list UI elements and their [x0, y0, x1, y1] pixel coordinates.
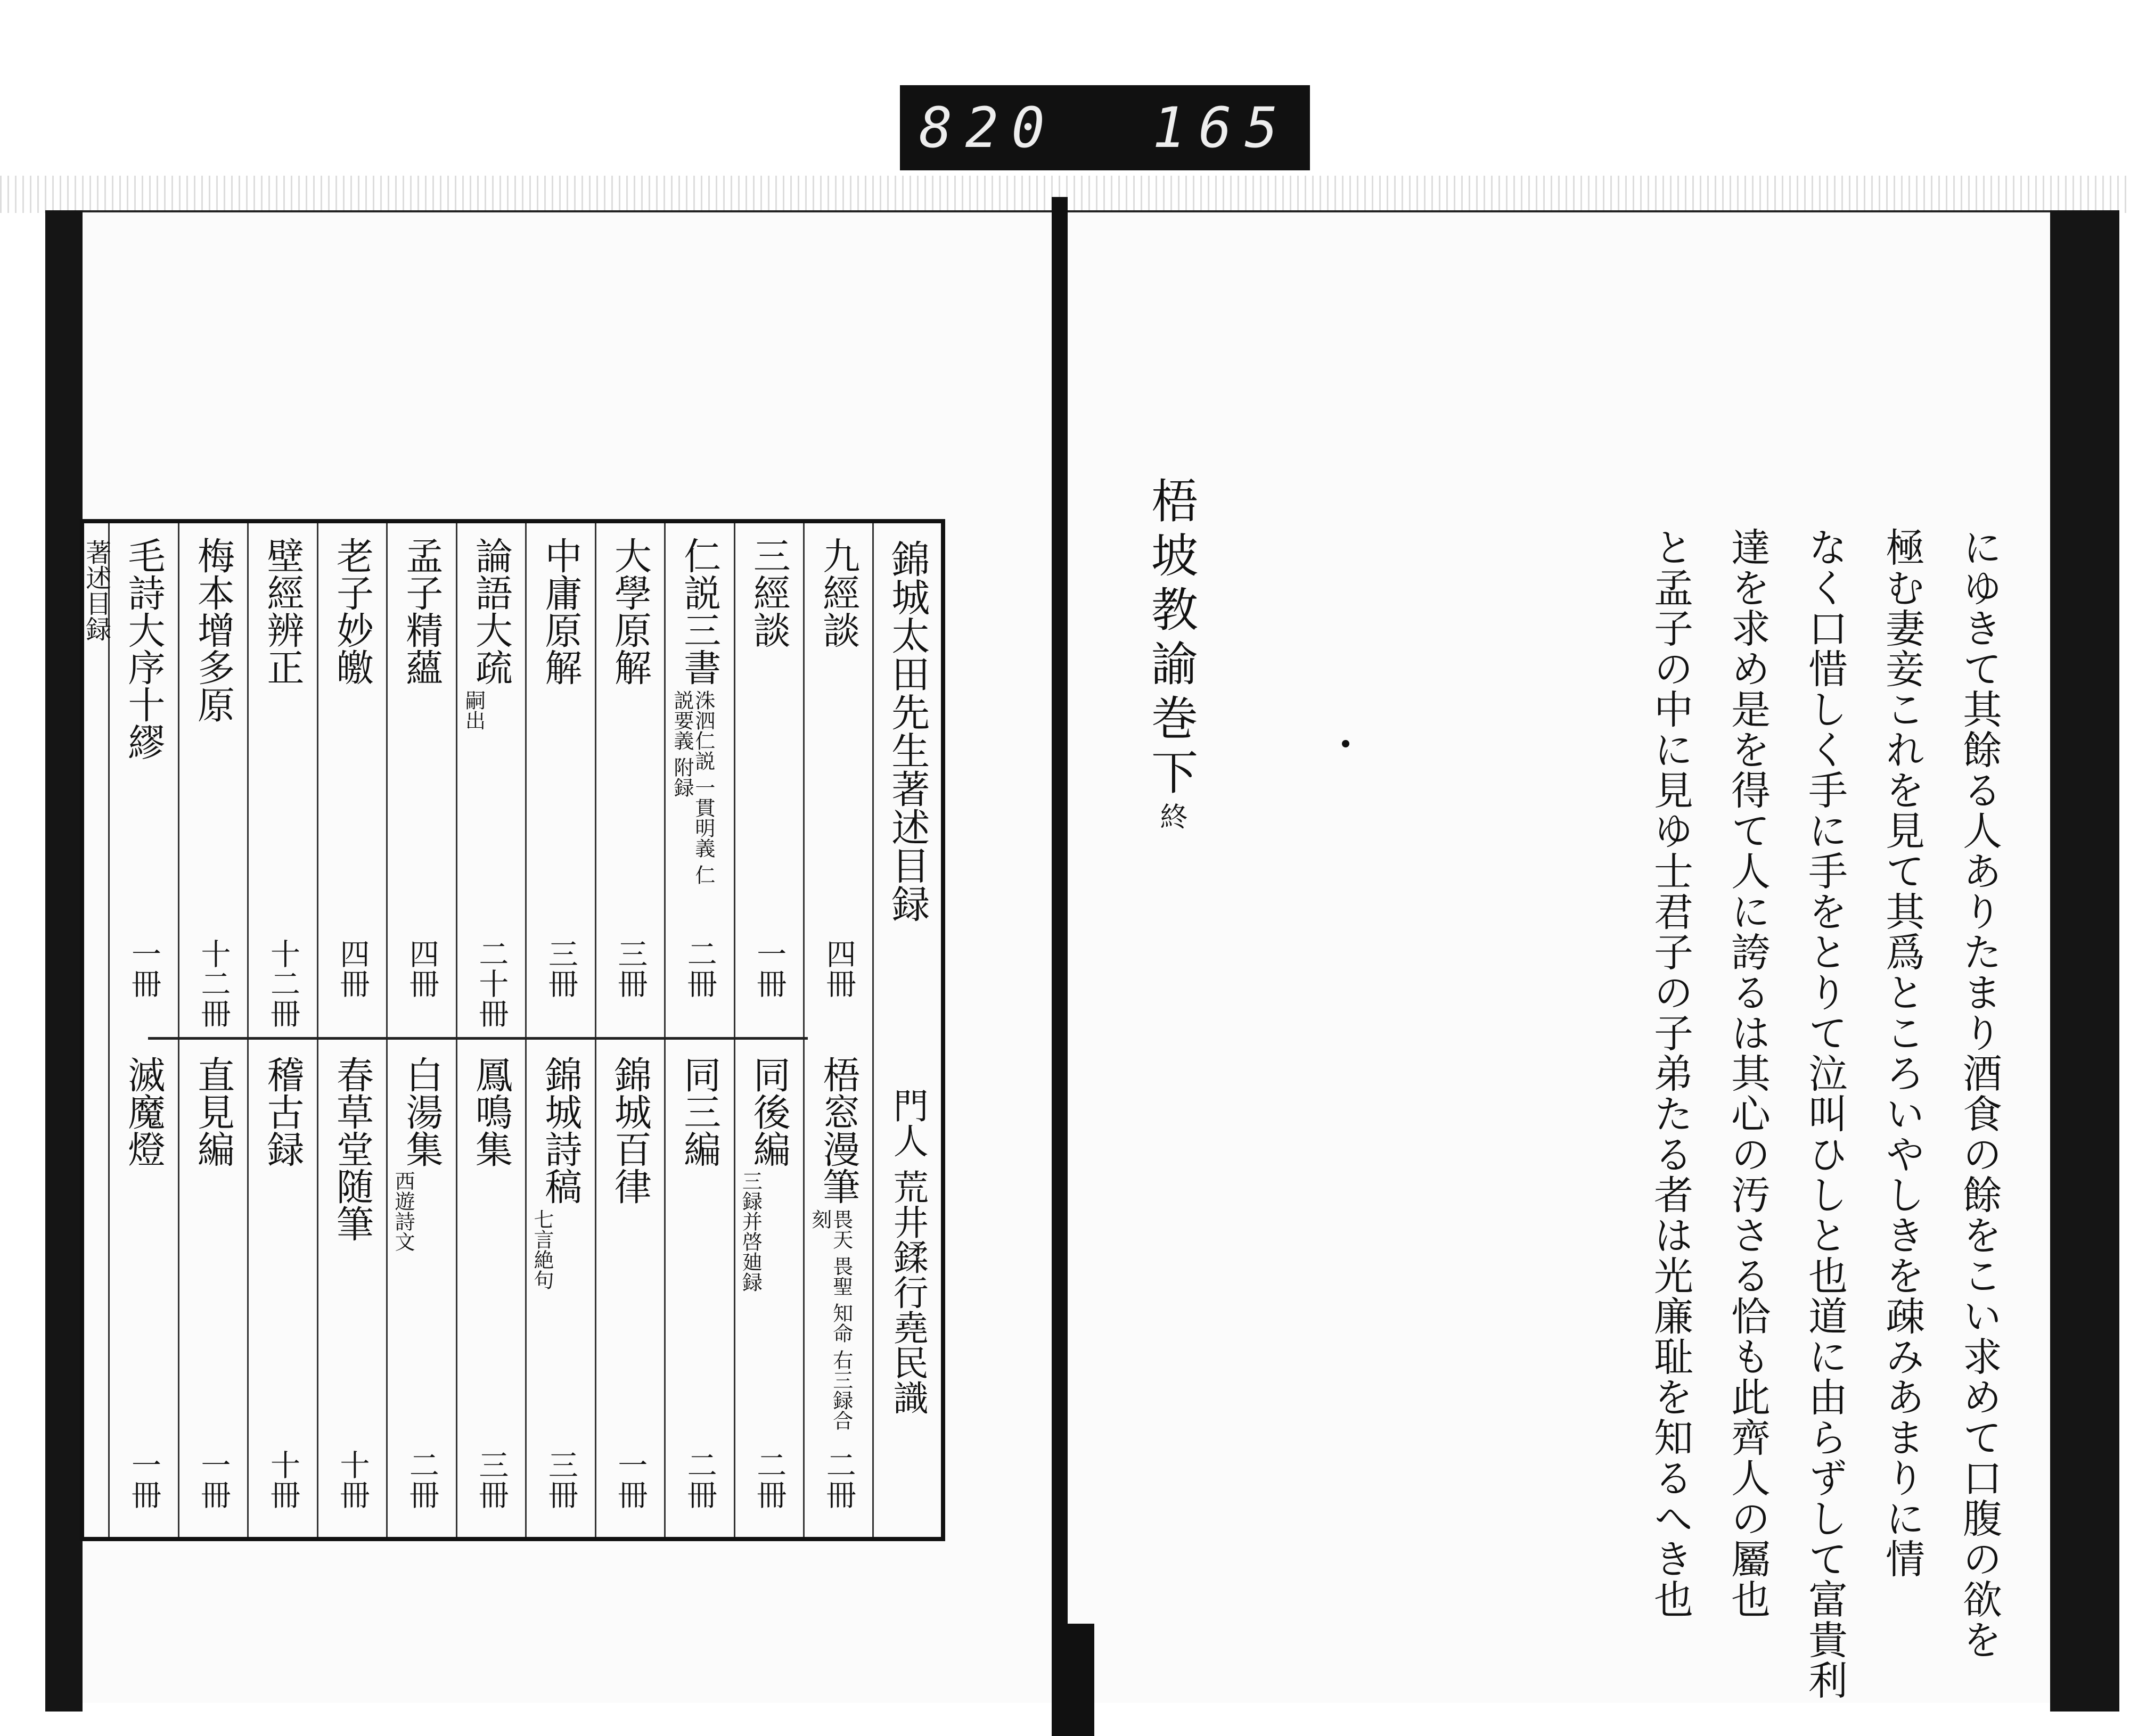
- catalog-divider: [148, 1037, 808, 1040]
- work-title: 錦城百律: [608, 1056, 652, 1205]
- plate-number-right: 165: [1152, 95, 1291, 160]
- prose-line: 極む妻妾これを見て其爲ところいやしきを疎みあまりに情: [1879, 527, 1925, 1579]
- catalog-edge-column: [81, 523, 111, 1537]
- work-note: 洙泗仁説 一貫明義 仁説要義 附録: [670, 690, 715, 885]
- catalog-author: 門人 荒井鍒行堯民識: [887, 1088, 929, 1415]
- work-title: 大學原解: [608, 537, 652, 686]
- work-title: 仁説三書: [677, 537, 722, 686]
- work-title: 梅本增多原: [191, 537, 235, 723]
- catalog-title-column: [874, 523, 941, 1537]
- catalog-column: [110, 523, 179, 1537]
- work-volume-count: 三冊: [543, 1450, 578, 1509]
- work-volume-count: 二冊: [752, 1450, 787, 1509]
- work-volume-count: 一冊: [127, 939, 162, 998]
- catalog-column: [318, 523, 388, 1537]
- work-volume-count: 三冊: [613, 939, 648, 998]
- work-volume-count: 十二冊: [196, 939, 231, 1028]
- volume-title: 梧坡教諭巻下: [1144, 476, 1199, 802]
- work-note: 七言絶句: [530, 1209, 554, 1290]
- plate-number-left: 820: [919, 95, 1058, 160]
- catalog-column: [805, 523, 874, 1537]
- catalog-title: 錦城太田先生著述目録: [885, 539, 930, 923]
- work-volume-count: 一冊: [196, 1450, 231, 1509]
- work-volume-count: 二冊: [682, 939, 717, 998]
- catalog-column: [179, 523, 249, 1537]
- right-book-edge: [2050, 210, 2119, 1712]
- ink-dot: [1342, 740, 1349, 747]
- gutter-foot: [1052, 1624, 1094, 1736]
- work-volume-count: 一冊: [752, 939, 787, 998]
- work-title: 同三編: [677, 1056, 722, 1167]
- work-title: 三經談: [747, 537, 791, 648]
- work-volume-count: 一冊: [613, 1450, 648, 1509]
- works-catalog-table: [80, 519, 945, 1541]
- catalog-column: [735, 523, 805, 1537]
- work-title: 稽古録: [260, 1056, 305, 1167]
- volume-end-mark: 終: [1155, 802, 1187, 837]
- work-title: 論語大疏: [469, 537, 513, 686]
- work-volume-count: 四冊: [335, 939, 370, 998]
- work-volume-count: 二十冊: [474, 939, 509, 1028]
- work-title: 老子妙皦: [330, 537, 374, 686]
- work-title: 白湯集: [399, 1056, 444, 1167]
- volume-end-title: [1144, 476, 1199, 837]
- work-volume-count: 十二冊: [265, 939, 300, 1028]
- work-title: 梧窓漫筆: [816, 1056, 861, 1205]
- work-title: 九經談: [816, 537, 861, 648]
- work-volume-count: 二冊: [682, 1450, 717, 1509]
- work-title: 鳳鳴集: [469, 1056, 513, 1167]
- prose-line: なく口惜しく手に手をとりて泣叫ひしと也道に由らずして富貴利: [1802, 527, 1848, 1700]
- work-title: 直見編: [191, 1056, 235, 1167]
- work-volume-count: 三冊: [543, 939, 578, 998]
- work-title: 壁經辨正: [260, 537, 305, 686]
- prose-line: と孟子の中に見ゆ士君子の子弟たる者は光廉耻を知るへき也: [1648, 527, 1693, 1619]
- work-volume-count: 二冊: [821, 1450, 856, 1509]
- catalog-column: [666, 523, 735, 1537]
- prose-line: 達を求め是を得て人に誇るは其心の汚さる恰も此齊人の屬也: [1725, 527, 1771, 1619]
- work-title: 滅魔燈: [122, 1056, 166, 1167]
- catalog-number-plate: [900, 85, 1310, 170]
- prose-line: にゆきて其餘る人ありたまり酒食の餘をこい求めて口腹の欲を: [1956, 527, 2002, 1660]
- work-volume-count: 十冊: [335, 1450, 370, 1509]
- work-note: 三録并啓廸録: [739, 1171, 763, 1292]
- catalog-column: [249, 523, 318, 1537]
- work-volume-count: 三冊: [474, 1450, 509, 1509]
- catalog-column: [596, 523, 666, 1537]
- work-note: 西遊詩文: [391, 1171, 415, 1252]
- catalog-column: [457, 523, 527, 1537]
- work-note: 嗣出: [462, 690, 486, 730]
- work-volume-count: 四冊: [404, 939, 439, 998]
- catalog-columns: [81, 523, 941, 1537]
- work-title: 春草堂随筆: [330, 1056, 374, 1242]
- work-volume-count: 一冊: [127, 1450, 162, 1509]
- work-volume-count: 十冊: [265, 1450, 300, 1509]
- left-book-edge: [45, 210, 83, 1712]
- catalog-column: [388, 523, 457, 1537]
- work-title: 錦城詩稿: [538, 1056, 583, 1205]
- catalog-edge-label: 著述目録: [81, 539, 111, 641]
- work-title: 毛詩大序十繆: [122, 537, 166, 760]
- work-note: 畏天 畏聖 知命 右三録合刻: [808, 1209, 853, 1431]
- book-gutter: [1052, 197, 1068, 1634]
- work-title: 孟子精蘊: [399, 537, 444, 686]
- work-volume-count: 四冊: [821, 939, 856, 998]
- catalog-column: [527, 523, 596, 1537]
- work-volume-count: 二冊: [404, 1450, 439, 1509]
- work-title: 同後編: [747, 1056, 791, 1167]
- work-title: 中庸原解: [538, 537, 583, 686]
